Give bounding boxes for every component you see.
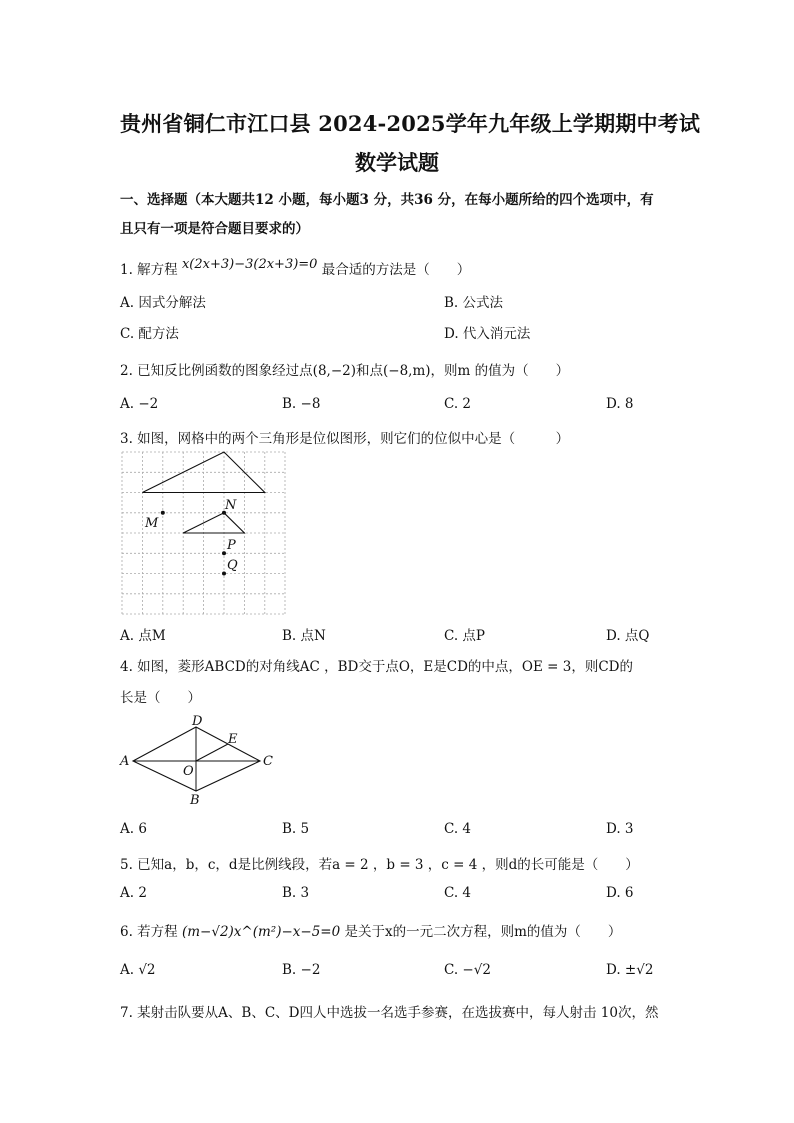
question-5-option-d[interactable]: D. 6 — [606, 885, 634, 901]
question-6 — [120, 920, 621, 940]
point-p — [222, 551, 226, 555]
question-6-option-b[interactable]: B. −2 — [282, 962, 321, 978]
label-n: N — [225, 498, 237, 513]
question-3-option-c[interactable]: C. 点P — [444, 628, 486, 644]
question-1-option-c[interactable]: C. 配方法 — [120, 326, 179, 342]
question-5-option-b[interactable]: B. 3 — [282, 885, 310, 901]
label-c: C — [263, 754, 273, 769]
question-2-option-d[interactable]: D. 8 — [606, 396, 634, 412]
page-title: 贵州省铜仁市江口县 2024-2025学年九年级上学期期中考试 — [120, 111, 701, 136]
question-5-option-a[interactable]: A. 2 — [120, 885, 147, 901]
question-5-text: 5. 已知a，b，c，d是比例线段，若a = 2 ，b = 3 ，c = 4 ，则d的长可能是（ ） — [120, 857, 639, 873]
question-6-suffix: 是关于x的一元二次方程，则m的值为（ ） — [344, 924, 622, 940]
question-6-equation: (m−√2)x^(m²)−x−5=0 — [181, 924, 341, 940]
question-2-option-c[interactable]: C. 2 — [444, 396, 472, 412]
question-2-option-a[interactable]: A. −2 — [120, 396, 159, 412]
label-e: E — [228, 732, 238, 747]
question-4-option-c[interactable]: C. 4 — [444, 821, 472, 837]
question-1-prefix: 1. 解方程 — [120, 262, 178, 278]
question-1-option-a[interactable]: A. 因式分解法 — [120, 295, 206, 311]
question-4-line1: 4. 如图，菱形ABCD的对角线AC ，BD交于点O，E是CD的中点，OE = 3，则CD的 — [120, 659, 633, 675]
question-1-option-d[interactable]: D. 代入消元法 — [444, 326, 531, 342]
label-a: A — [120, 754, 130, 769]
label-d: D — [192, 715, 203, 729]
section-heading-line2: 且只有一项是符合题目要求的） — [120, 221, 309, 237]
question-3-option-a[interactable]: A. 点M — [120, 628, 166, 644]
question-7-text: 7. 某射击队要从A、B、C、D四人中选拔一名选手参赛，在选拔赛中，每人射击 10次，然 — [120, 1005, 659, 1021]
question-1-option-b[interactable]: B. 公式法 — [444, 295, 504, 311]
segment-oe — [196, 744, 228, 761]
point-m — [161, 511, 165, 515]
question-3-option-d[interactable]: D. 点Q — [606, 628, 650, 644]
question-1-equation: x(2x+3)−3(2x+3)=0 — [181, 257, 318, 272]
label-b: B — [190, 793, 200, 807]
question-6-option-a[interactable]: A. √2 — [120, 962, 156, 978]
label-m: M — [145, 516, 159, 531]
question-6-prefix: 6. 若方程 — [120, 924, 178, 940]
question-4-figure — [118, 715, 278, 807]
question-6-option-d[interactable]: D. ±√2 — [606, 962, 654, 978]
question-3-text: 3. 如图，网格中的两个三角形是位似图形，则它们的位似中心是（ ） — [120, 431, 570, 447]
question-4-option-d[interactable]: D. 3 — [606, 821, 634, 837]
question-4-line2: 长是（ ） — [120, 690, 201, 706]
page-subtitle: 数学试题 — [355, 150, 439, 175]
question-2-text: 2. 已知反比例函数的图象经过点(8,−2)和点(−8,m)，则m 的值为（ ） — [120, 363, 570, 379]
question-1 — [120, 258, 470, 278]
question-5-option-c[interactable]: C. 4 — [444, 885, 472, 901]
section-heading-line1: 一、选择题（本大题共12 小题，每小题3 分，共36 分，在每小题所给的四个选项中，有 — [120, 192, 654, 208]
question-4-option-a[interactable]: A. 6 — [120, 821, 147, 837]
question-4-option-b[interactable]: B. 5 — [282, 821, 310, 837]
small-triangle — [183, 513, 244, 533]
point-q — [222, 572, 226, 576]
question-3-option-b[interactable]: B. 点N — [282, 628, 326, 644]
question-3-figure — [118, 448, 290, 618]
label-p: P — [227, 538, 236, 553]
question-2-option-b[interactable]: B. −8 — [282, 396, 321, 412]
question-1-suffix: 最合适的方法是（ ） — [321, 262, 471, 278]
label-q: Q — [227, 558, 238, 573]
label-o: O — [183, 764, 194, 779]
question-6-option-c[interactable]: C. −√2 — [444, 962, 491, 978]
